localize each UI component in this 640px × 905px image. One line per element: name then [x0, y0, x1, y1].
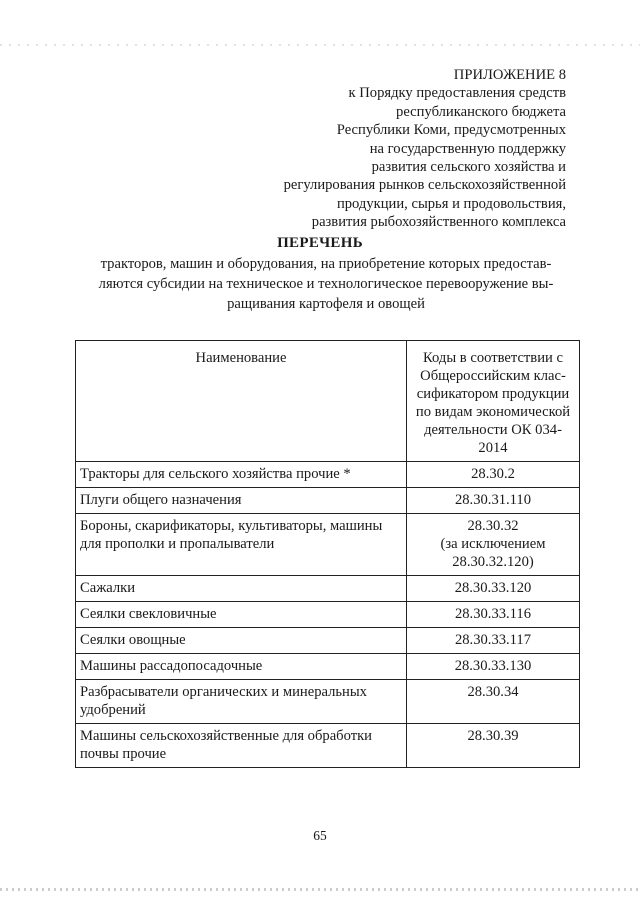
row-code-line: 28.30.33.117 [454, 632, 532, 648]
row-code [407, 602, 580, 628]
appendix-line: регулирования рынков сельскохозяйственной [283, 177, 566, 194]
row-name-line: Тракторы для сельского хозяйства прочие * [80, 466, 351, 482]
row-code [407, 462, 580, 488]
header-code-line: сификатором продукции [416, 386, 570, 402]
row-name [76, 576, 407, 602]
document-heading: ПЕРЕЧЕНЬ [277, 235, 363, 251]
row-name [76, 628, 407, 654]
scan-artifact-top [0, 44, 640, 46]
row-name-line: Бороны, скарификаторы, культиваторы, машины [80, 518, 383, 534]
table-row [76, 488, 580, 514]
row-name [76, 724, 407, 768]
row-code-line: 28.30.33.130 [454, 658, 532, 674]
row-name-line: почвы прочие [80, 746, 167, 762]
row-code-line: 28.30.33.116 [454, 606, 532, 622]
header-code-line: Общероссийским клас- [420, 368, 566, 384]
appendix-block [206, 66, 566, 232]
header-name: Наименование [76, 341, 407, 462]
table-row [76, 680, 580, 724]
row-code-line: 28.30.39 [467, 728, 519, 744]
appendix-line: к Порядку предоставления средств [348, 85, 566, 102]
table-row [76, 654, 580, 680]
appendix-line: развития сельского хозяйства и [371, 159, 566, 176]
equipment-table [75, 340, 580, 768]
row-name-line: Сажалки [80, 580, 136, 596]
table-row [76, 514, 580, 576]
row-name-line: удобрений [80, 702, 146, 718]
table-row [76, 724, 580, 768]
row-code-line: 28.30.2 [471, 466, 515, 482]
row-code [407, 514, 580, 576]
row-name [76, 602, 407, 628]
row-code-line: (за исключением [440, 536, 546, 552]
table-row [76, 462, 580, 488]
row-code-line: 28.30.31.110 [454, 492, 532, 508]
document-subtitle [70, 254, 582, 314]
appendix-line: на государственную поддержку [369, 140, 566, 157]
appendix-line: Республики Коми, предусмотренных [336, 122, 566, 139]
row-name [76, 680, 407, 724]
table-header-row [76, 341, 580, 462]
row-name-line: для прополки и пропалыватели [80, 536, 275, 552]
subtitle-line: ляются субсидии на техническое и технологическое перевооружение вы- [98, 276, 554, 292]
row-name [76, 462, 407, 488]
header-code-line: Коды в соответствии с [423, 350, 563, 366]
row-code [407, 680, 580, 724]
header-code-line: по видам экономической [415, 404, 571, 420]
row-name [76, 488, 407, 514]
row-code [407, 576, 580, 602]
row-code-line: 28.30.32.120) [452, 554, 534, 570]
subtitle-line: ращивания картофеля и овощей [227, 296, 425, 312]
table-row [76, 602, 580, 628]
row-name-line: Сеялки овощные [80, 632, 186, 648]
row-name-line: Машины рассадопосадочные [80, 658, 263, 674]
page-number: 65 [313, 828, 327, 843]
row-code-line: 28.30.33.120 [454, 580, 532, 596]
header-code-line: 2014 [478, 440, 508, 456]
header-code [407, 341, 580, 462]
row-code-line: 28.30.34 [467, 684, 519, 700]
appendix-line: продукции, сырья и продовольствия, [336, 195, 566, 212]
table-row [76, 628, 580, 654]
row-name-line: Сеялки свекловичные [80, 606, 217, 622]
subtitle-line: тракторов, машин и оборудования, на приобретение которых предостав- [100, 256, 552, 272]
appendix-line: республиканского бюджета [396, 103, 566, 120]
header-code-line: деятельности ОК 034- [424, 422, 562, 438]
row-name [76, 654, 407, 680]
row-code [407, 654, 580, 680]
scan-artifact-bottom [0, 888, 640, 891]
row-name-line: Машины сельскохозяйственные для обработки [80, 728, 372, 744]
row-name-line: Плуги общего назначения [80, 492, 242, 508]
row-code [407, 724, 580, 768]
row-code [407, 628, 580, 654]
row-code [407, 488, 580, 514]
appendix-title: ПРИЛОЖЕНИЕ 8 [453, 67, 566, 83]
row-code-line: 28.30.32 [467, 518, 519, 534]
table-row [76, 576, 580, 602]
row-name [76, 514, 407, 576]
row-name-line: Разбрасыватели органических и минеральных [80, 684, 367, 700]
appendix-line: развития рыбохозяйственного комплекса [311, 214, 566, 231]
